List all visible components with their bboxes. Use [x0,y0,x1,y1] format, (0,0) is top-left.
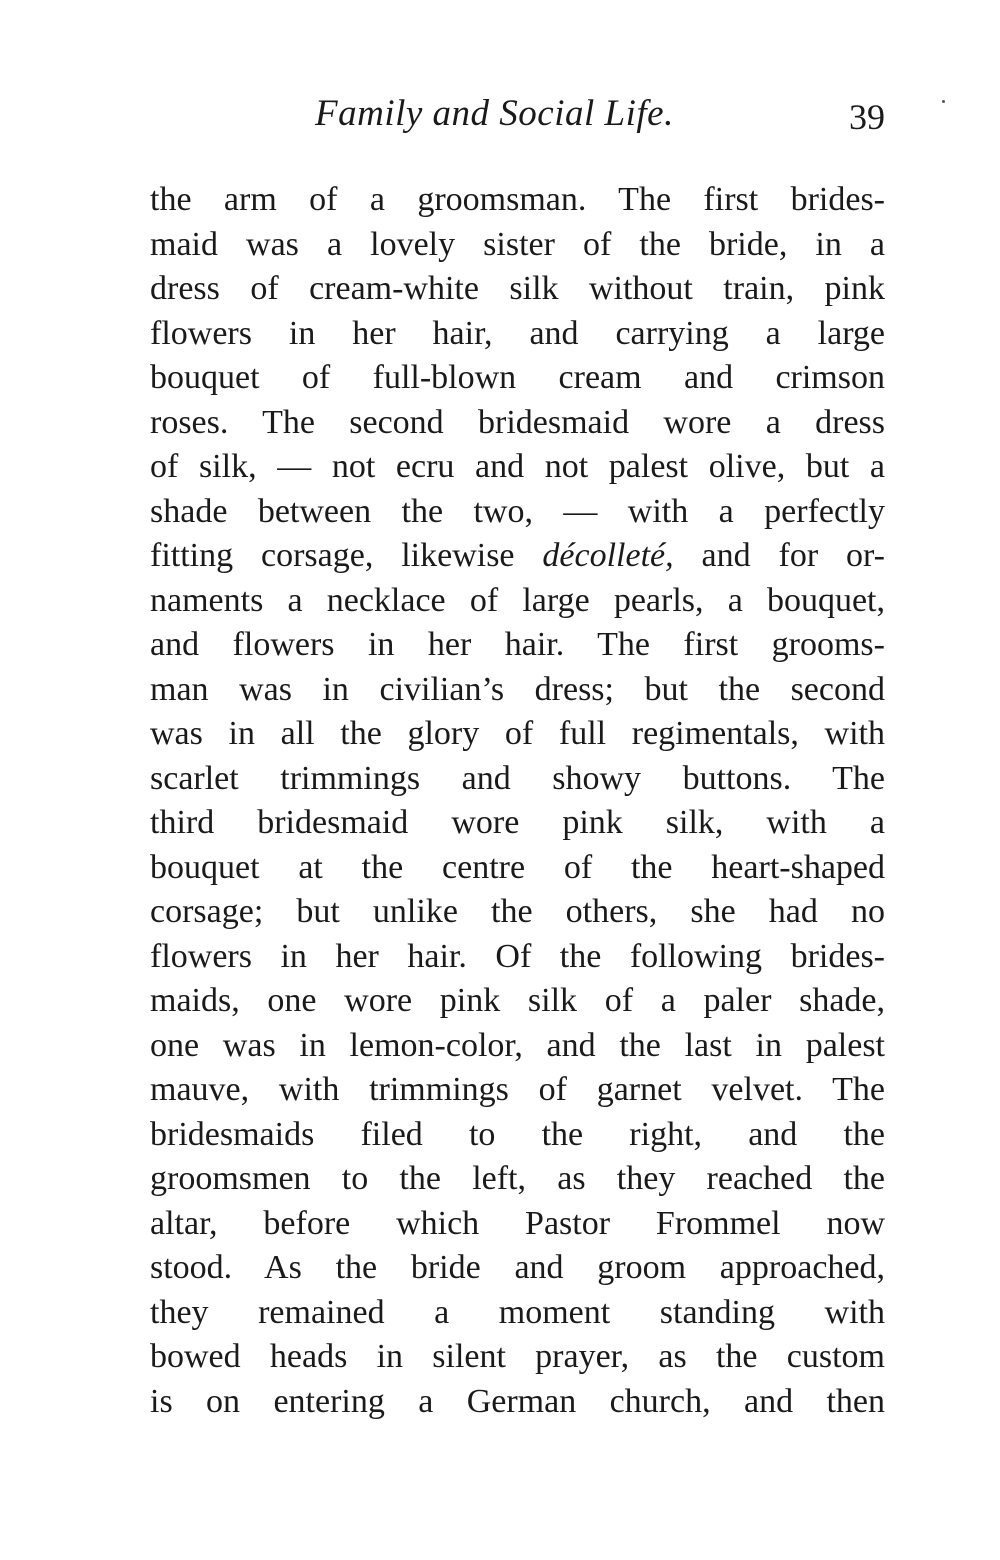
text-line: they remained a moment standing with [150,1293,885,1331]
page-number: 39 [849,97,885,137]
text-line: corsage; but unlike the others, she had no [150,893,885,930]
text-line: scarlet trimmings and showy buttons. The [150,759,885,797]
text-line: roses. The second bridesmaid wore a dress [150,403,885,441]
text-line: stood. As the bride and groom approached, [150,1249,885,1286]
text-line: bouquet at the centre of the heart-shaped [150,848,885,886]
print-speck [942,100,945,103]
text-line: maids, one wore pink silk of a paler shade, [150,982,885,1019]
text-line: bowed heads in silent prayer, as the custom [150,1338,885,1375]
text-line: maid was a lovely sister of the bride, in a [150,225,885,263]
text-fragment: and for or- [673,537,885,574]
text-line: of silk, — not ecru and not palest olive, but a [150,448,885,485]
text-line: mauve, with trimmings of garnet velvet. The [150,1071,885,1108]
text-line: is on entering a German church, and then [150,1382,885,1420]
body-text [150,178,885,1424]
text-line: and flowers in her hair. The first grooms- [150,626,885,663]
text-line: naments a necklace of large pearls, a bouquet, [150,581,885,619]
text-line: third bridesmaid wore pink silk, with a [150,804,885,841]
text-fragment: fitting corsage, likewise [150,537,543,574]
running-head [150,92,885,142]
text-line: flowers in her hair. Of the following brides- [150,937,885,975]
text-line: altar, before which Pastor Frommel now [150,1204,885,1242]
text-line: was in all the glory of full regimentals, with [150,715,885,752]
running-title: Family and Social Life. [315,93,674,134]
text-line: groomsmen to the left, as they reached the [150,1160,885,1197]
text-line: bridesmaids filed to the right, and the [150,1115,885,1153]
italic-word: décolleté, [542,537,674,574]
text-line: man was in civilian’s dress; but the second [150,670,885,708]
text-line-with-italic [150,534,885,579]
text-line: bouquet of full-blown cream and crimson [150,359,885,396]
text-line: dress of cream-white silk without train, pink [150,270,885,307]
text-line: flowers in her hair, and carrying a large [150,314,885,352]
text-line: the arm of a groomsman. The first brides- [150,181,885,218]
text-line: one was in lemon-color, and the last in palest [150,1026,885,1064]
text-line: shade between the two, — with a perfectly [150,492,885,530]
